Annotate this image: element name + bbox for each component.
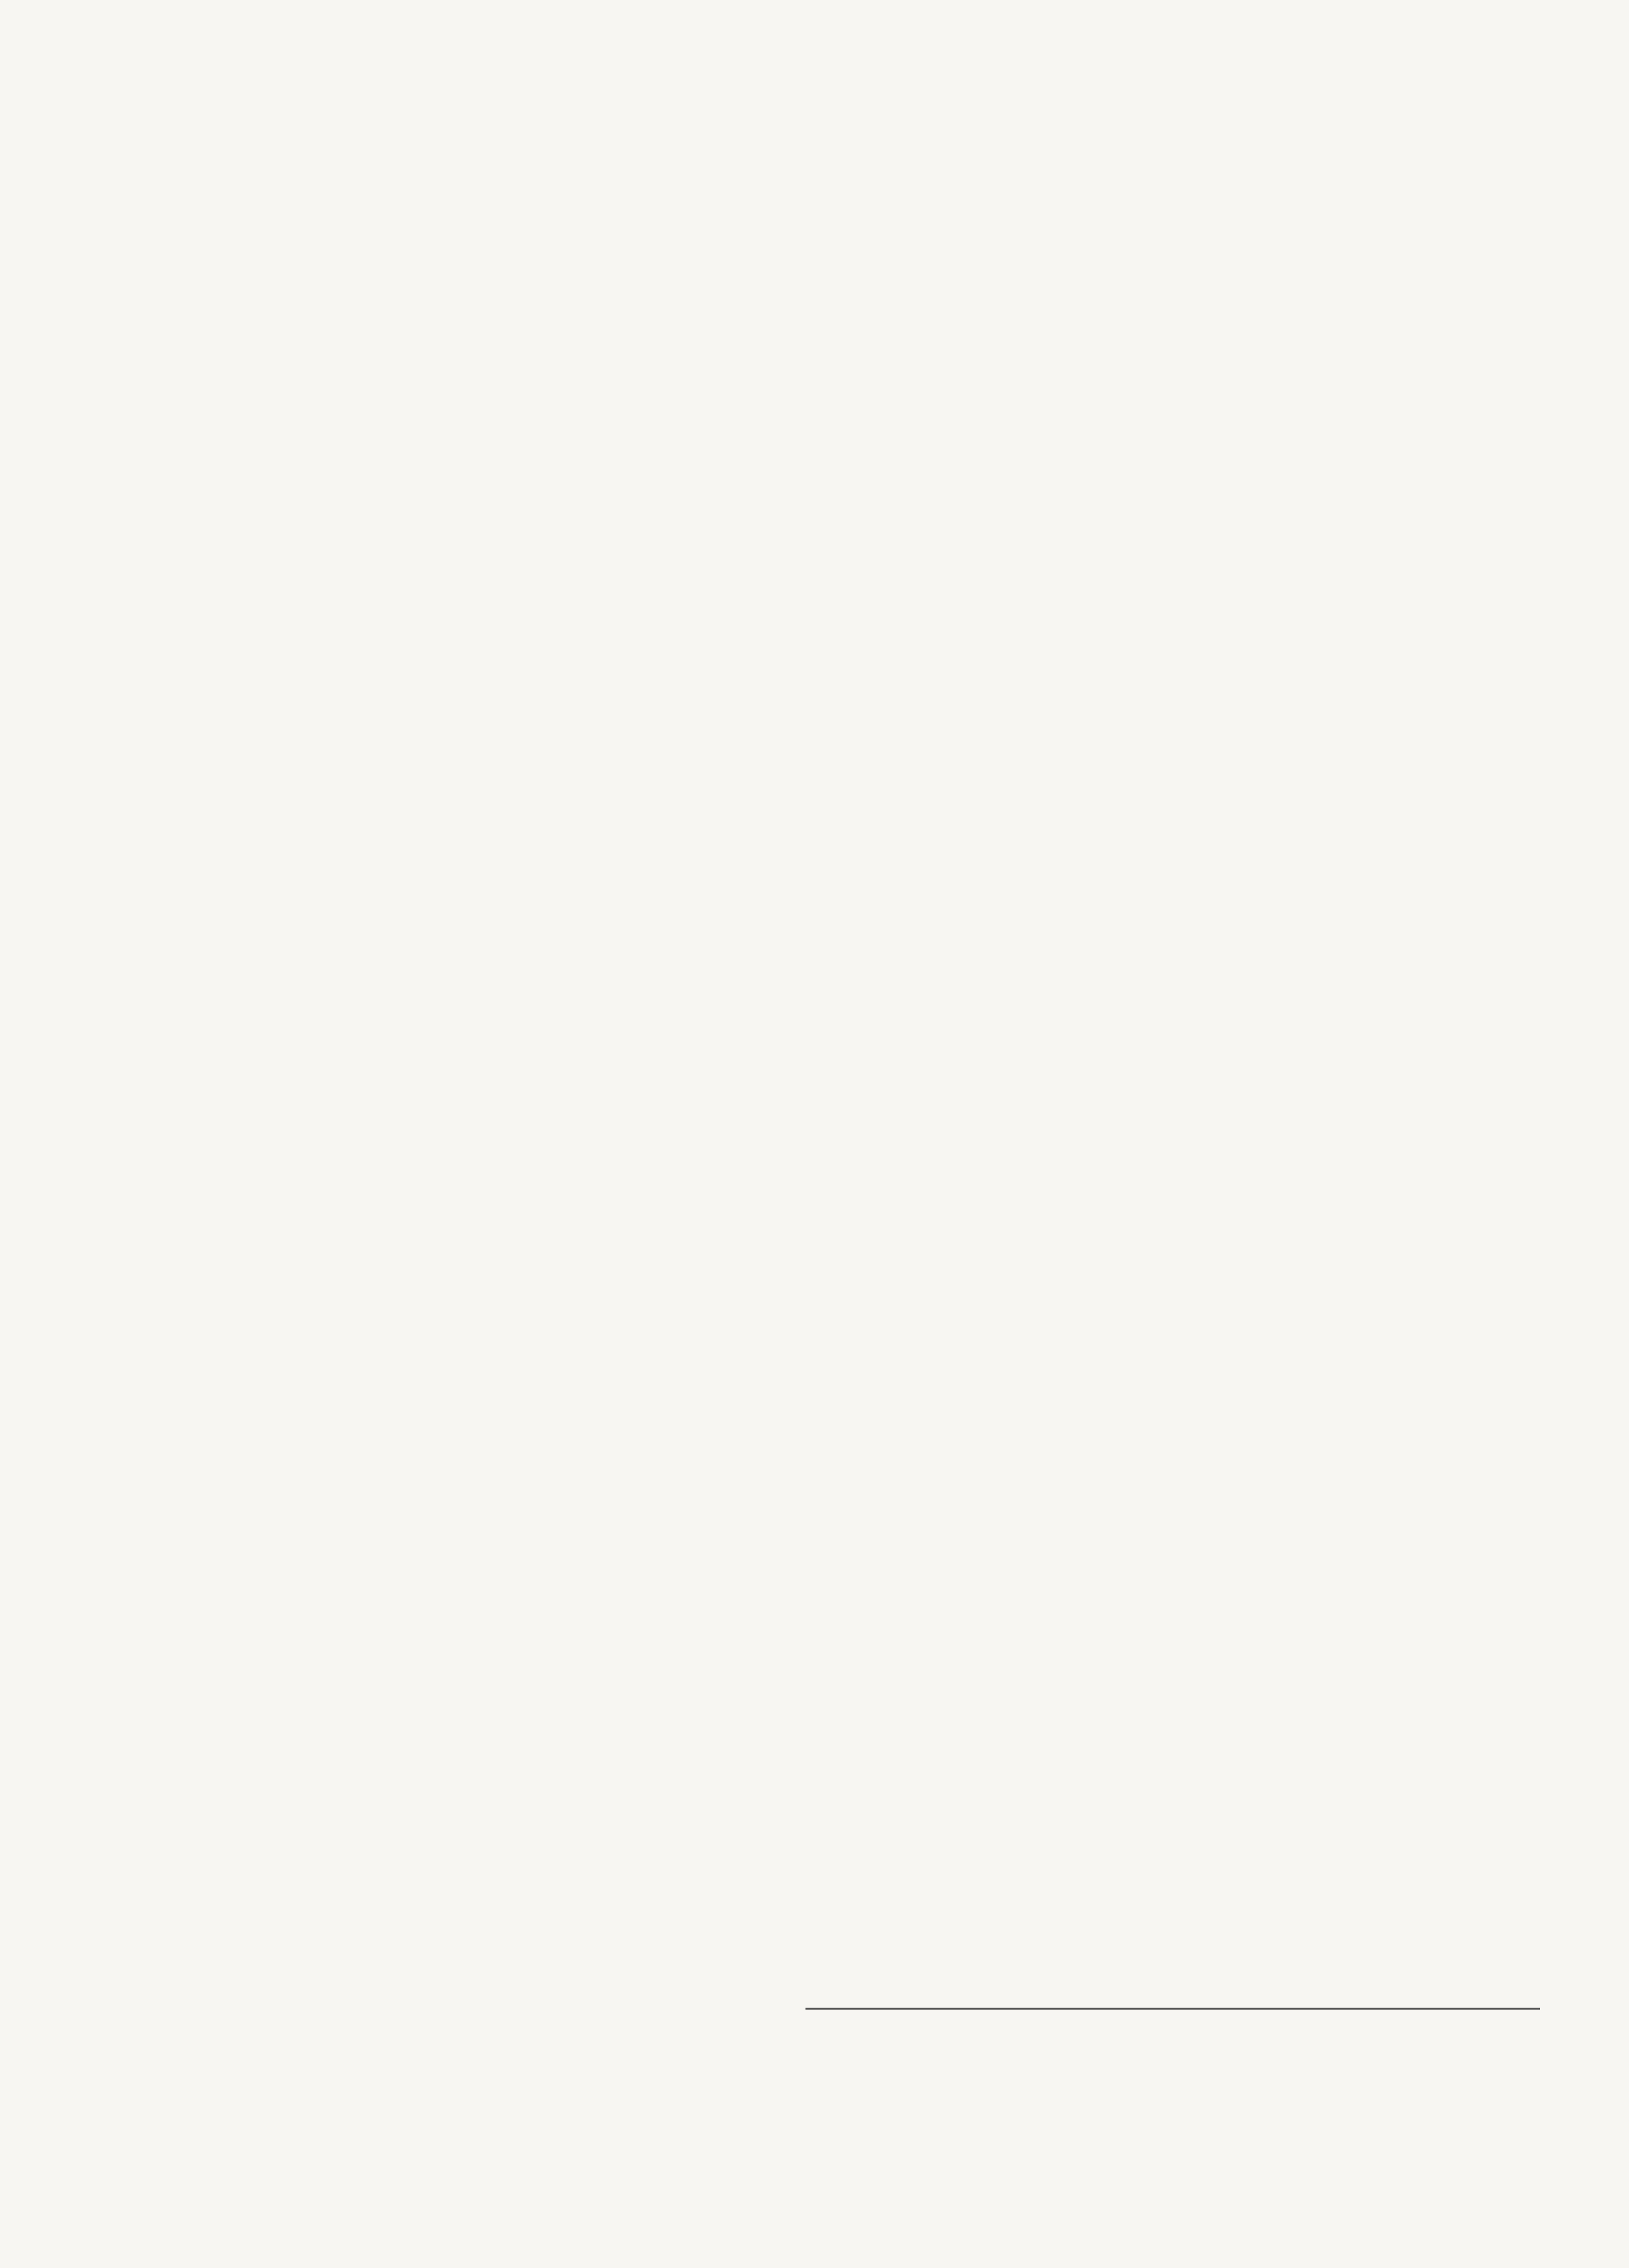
bottom-rule [805, 2008, 1540, 2010]
